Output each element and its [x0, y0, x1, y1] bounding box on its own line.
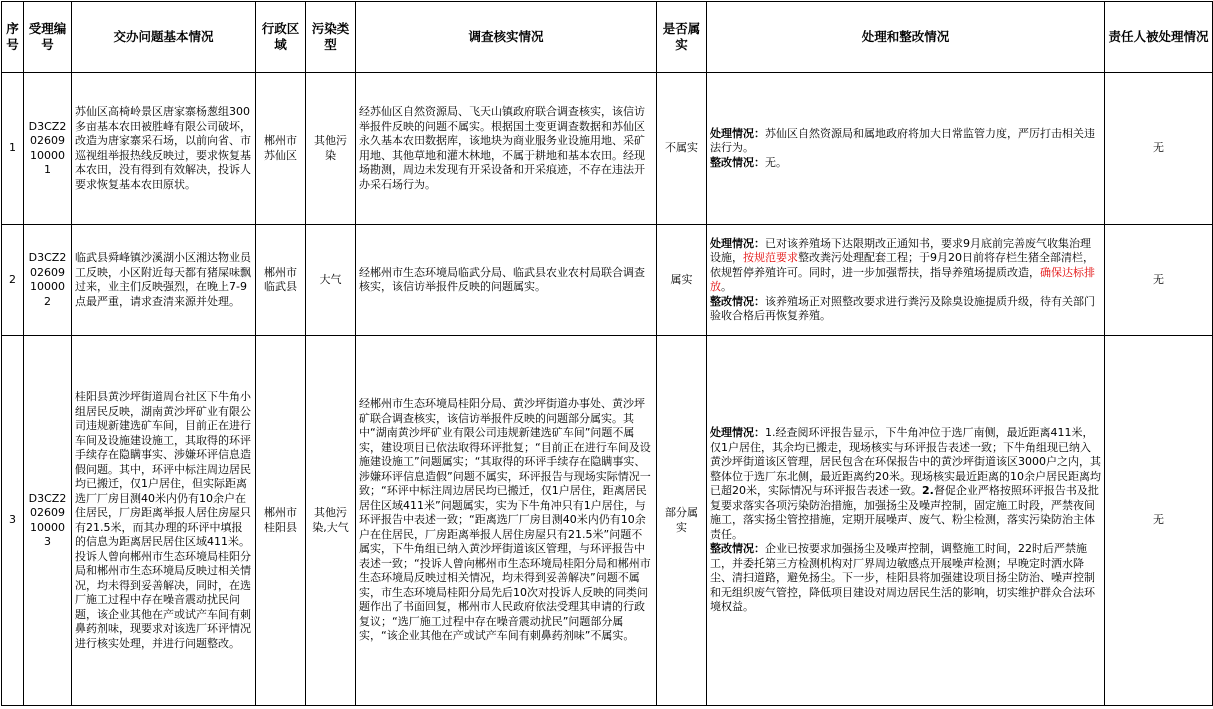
cell-code: D3CZ202609100001 [24, 73, 72, 225]
table-row [2, 336, 1213, 706]
cell-investigation: 经郴州市生态环境局临武分局、临武县农业农村局联合调查核实，该信访举报件反映的问题属实。 [356, 225, 657, 336]
cell-accountability: 无 [1105, 336, 1213, 706]
cell-handling [707, 73, 1105, 225]
rectification-label: 整改情况： [710, 542, 765, 556]
cell-accountability: 无 [1105, 73, 1213, 225]
header-code: 受理编号 [24, 2, 72, 73]
rectification-text: 无。 [765, 155, 787, 169]
handling-label: 处理情况： [710, 426, 765, 440]
handling-label: 处理情况： [710, 236, 765, 250]
cell-issue: 临武县舜峰镇沙溪湖小区湘达物业员工反映，小区附近每天都有猪屎味飘过来，业主们反映强烈，在晚上7-9点最严重，请求查清来源并处理。 [72, 225, 256, 336]
handling-text: 苏仙区自然资源局和属地政府将加大日常监管力度，严厉打击相关违法行为。 [710, 126, 1095, 155]
handling-item-number: 2. [922, 484, 934, 498]
rectification-text: 该养殖场正对照整改要求进行粪污及除臭设施提质升级，待有关部门验收合格后再恢复养殖。 [710, 294, 1095, 322]
cell-region: 郴州市临武县 [256, 225, 306, 336]
cell-verified: 部分属实 [657, 336, 707, 706]
header-investigation: 调查核实情况 [356, 2, 657, 73]
handling-text: 。 [721, 280, 732, 293]
cell-code: D3CZ202609100002 [24, 225, 72, 336]
handling-text: 已对该养殖场下达限期改正通知书，要求9月底前完善废气收集治理设施， [710, 236, 1091, 264]
handling-text: 督促企业严格按照环评报告书及批复要求落实各项污染防治措施，加强扬尘及噪声控制，固定施工时段，严禁夜间施工，落实扬尘管控措施，定期开展噪声、废气、粉尘检测，落实污染防治主体责任。 [710, 484, 1099, 541]
header-region: 行政区域 [256, 2, 306, 73]
cell-code: D3CZ202609100003 [24, 336, 72, 706]
cell-investigation: 经苏仙区自然资源局、飞天山镇政府联合调查核实，该信访举报件反映的问题不属实。根据国土变更调查数据和苏仙区永久基本农田数据库，该地块为商业服务业设施用地、采矿用地、其他草地和灌木林地，不属于耕地和基本农田。经现场勘测，周边未发现有开采设备和开采痕迹，不存在违法开办采石场行为。 [356, 73, 657, 225]
cell-issue: 苏仙区高椅岭景区唐家寨杨葱组300多亩基本农田被胜峰有限公司破坏，改造为唐家寨采石场，以前向省、市巡视组举报热线反映过，要求恢复基本农田，没有得到有效解决，投诉人要求恢复基本农田原状。 [72, 73, 256, 225]
cell-seq: 2 [2, 225, 24, 336]
cell-seq: 3 [2, 336, 24, 706]
cell-pollution: 其他污染 [306, 73, 356, 225]
table-row [2, 73, 1213, 225]
handling-label: 处理情况： [710, 126, 765, 140]
cell-verified: 属实 [657, 225, 707, 336]
cell-seq: 1 [2, 73, 24, 225]
handling-text: 整改粪污处理配套工程；于9月20日前将存栏生猪全部清栏，依规暂停养殖许可。同时，进一步加强帮扶，指导养殖场提质改造， [710, 251, 1094, 279]
cell-investigation: 经郴州市生态环境局桂阳分局、黄沙坪街道办事处、黄沙坪矿联合调查核实，该信访举报件反映的问题部分属实。其中“湖南黄沙坪矿业有限公司违规新建选矿车间”问题不属实，建设项目已依法取得环评批复；“目前正在进行车间及设施建设施工”问题属实；“其取得的环评手续存在隐瞒事实、涉嫌环评信息造假”问题不属实，环评报告与现场实际情况一致；“环评中标注周边居民均已搬迁，仅1户居住，距离居民居住区域411米”问题属实，实为下牛角冲只有1户居住，与环评报告中表述一致；“距离选厂厂房目测40米内仍有10余户在住居民，厂房距离举报人居住房屋只有21.5米”问题不属实，下牛角组已纳入黄沙坪街道该区管理，与环评报告中表述一致；“投诉人曾向郴州市生态环境局桂阳分局和郴州市生态环境局反映过相关情况，均未得到妥善解决”问题不属实，市生态环境局桂阳分局先后10次对投诉人反映的同类问题作出了书面回复，郴州市人民政府依法受理其申请的行政复议；“选厂施工过程中存在噪音震动扰民”问题部分属实，“该企业其他在产或试产车间有刺鼻药剂味”不属实。 [356, 336, 657, 706]
header-pollution: 污染类型 [306, 2, 356, 73]
cell-pollution: 其他污染,大气 [306, 336, 356, 706]
cell-handling [707, 336, 1105, 706]
header-handling: 处理和整改情况 [707, 2, 1105, 73]
highlighted-text: 按规范要求 [743, 251, 798, 264]
cell-accountability: 无 [1105, 225, 1213, 336]
cell-pollution: 大气 [306, 225, 356, 336]
header-issue: 交办问题基本情况 [72, 2, 256, 73]
header-row [2, 2, 1213, 73]
header-seq: 序号 [2, 2, 24, 73]
header-verified: 是否属实 [657, 2, 707, 73]
rectification-label: 整改情况： [710, 155, 765, 169]
cell-region: 郴州市桂阳县 [256, 336, 306, 706]
cell-issue: 桂阳县黄沙坪街道周台社区下牛角小组居民反映，湖南黄沙坪矿业有限公司违规新建选矿车间，目前正在进行车间及设施建设施工，其取得的环评手续存在隐瞒事实、涉嫌环评信息造假问题。其中，环评中标注周边居民均已搬迁，仅1户居住，但实际距离选厂厂房目测40米内仍有10余户在住居民，厂房距离举报人居住房屋只有21.5米，而其办理的环评中填报的信息为距离居民居住区域411米。投诉人曾向郴州市生态环境局桂阳分局和郴州市生态环境局反映过相关情况，均未得到妥善解决，同时，在选厂施工过程中存在噪音震动扰民问题，该企业其他在产或试产车间有刺鼻药剂味，现要求对该选厂环评情况进行核实处理，并进行问题整改。 [72, 336, 256, 706]
header-accountability: 责任人被处理情况 [1105, 2, 1213, 73]
rectification-label: 整改情况： [710, 294, 765, 308]
rectification-text: 企业已按要求加强扬尘及噪声控制，调整施工时间，22时后严禁施工，并委托第三方检测机构对厂界周边敏感点开展噪声检测；早晚定时洒水降尘、清扫道路，避免扬尘。下一步，桂阳县将加强建设项目扬尘防治、噪声控制和无组织废气管控，降低项目建设对周边居民生活的影响，切实维护群众合法环境权益。 [710, 542, 1095, 614]
cell-region: 郴州市苏仙区 [256, 73, 306, 225]
complaint-table [1, 1, 1213, 706]
cell-verified: 不属实 [657, 73, 707, 225]
cell-handling [707, 225, 1105, 336]
table-row [2, 225, 1213, 336]
highlighted-text: 确保达标排放 [710, 265, 1095, 293]
handling-text: 1.经查阅环评报告显示，下牛角冲位于选厂南侧，最近距离411米，仅1户居住，其余均已搬走，现场核实与环评报告表述一致；下牛角组现已纳入黄沙坪街道该区管理，居民包含在环保报告中的黄沙坪街道该区3000户之内，其整体位于选厂东北侧，最近距离约20米。现场核实最近距离的10余户居民距离均已超20米，实际情况与环评报告表述一致。 [710, 426, 1101, 498]
